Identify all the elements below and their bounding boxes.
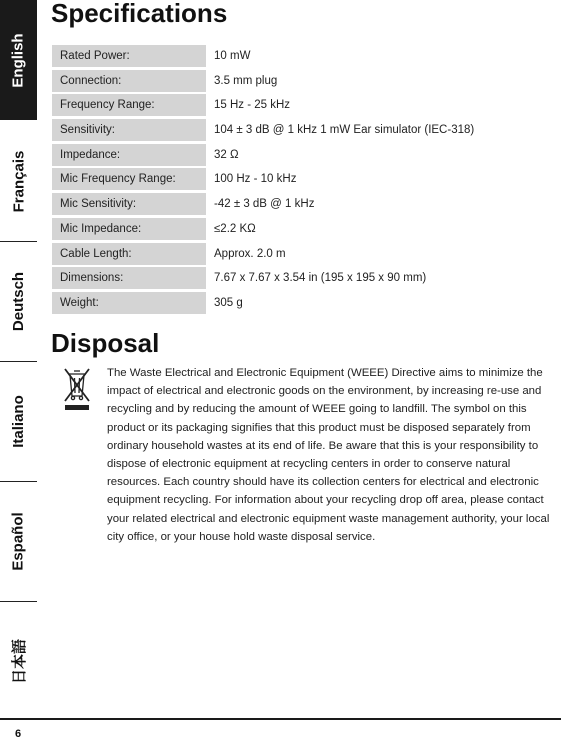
tab-italiano[interactable] <box>0 361 37 481</box>
spec-row-impedance <box>52 144 552 166</box>
page-number: 6 <box>15 728 22 740</box>
tab-english[interactable] <box>0 0 37 120</box>
spec-row-weight <box>52 292 552 314</box>
tab-english-label: English <box>10 32 28 88</box>
spec-row-mic-sensitivity <box>52 193 552 215</box>
spec-value: 32 Ω <box>214 148 239 161</box>
tab-espanol[interactable] <box>0 481 37 601</box>
spec-value: 3.5 mm plug <box>214 74 278 87</box>
tab-deutsch-label: Deutsch <box>10 271 27 331</box>
spec-value: -42 ± 3 dB @ 1 kHz <box>214 198 315 211</box>
spec-label: Connection: <box>52 70 206 92</box>
spec-row-rated-power <box>52 45 552 67</box>
spec-label: Frequency Range: <box>52 94 206 116</box>
spec-label: Sensitivity: <box>52 119 206 141</box>
spec-row-mic-frequency-range <box>52 168 552 190</box>
tab-deutsch[interactable] <box>0 241 37 361</box>
tab-francais[interactable] <box>0 121 37 241</box>
spec-label: Rated Power: <box>52 45 206 67</box>
spec-value: 104 ± 3 dB @ 1 kHz 1 mW Ear simulator (IEC-318) <box>214 124 475 137</box>
spec-label: Weight: <box>52 292 206 314</box>
spec-value: 10 mW <box>214 50 251 62</box>
tab-espanol-label: Español <box>10 511 28 571</box>
tab-japanese[interactable] <box>0 601 37 721</box>
spec-value: Approx. 2.0 m <box>214 247 286 260</box>
spec-row-mic-impedance <box>52 218 552 240</box>
spec-row-sensitivity <box>52 119 552 141</box>
spec-label: Dimensions: <box>52 267 206 289</box>
tab-japanese-label: 日本語 <box>11 638 29 684</box>
tab-italiano-label: Italiano <box>10 394 28 448</box>
spec-row-connection <box>52 70 552 92</box>
spec-label: Mic Frequency Range: <box>52 168 206 190</box>
spec-value: 305 g <box>214 296 243 309</box>
spec-label: Mic Sensitivity: <box>52 193 206 215</box>
spec-label: Impedance: <box>52 144 206 166</box>
spec-value: ≤2.2 KΩ <box>214 222 256 235</box>
spec-row-frequency-range <box>52 94 552 116</box>
disposal-title: Disposal <box>51 328 160 358</box>
spec-row-cable-length <box>52 243 552 265</box>
specifications-title: Specifications <box>51 0 228 28</box>
spec-value: 100 Hz - 10 kHz <box>214 173 297 186</box>
disposal-paragraph: The Waste Electrical and Electronic Equipment (WEEE) Directive aims to minimize the impact of electrical and electronic goods on the environment, by increasing re-use and recycling and by reducing the amount of WEEE going to landfill. The symbol on this product or its packaging signifies that this product must be disposed separately from ordinary household wastes at its end of life. Be aware that this is your responsibility to dispose of electronic equipment at recycling centers in order to conserve natural resources. Each country should have its collection centers for electrical and electronic equipment recycling. For information about your recycling drop off area, please contact your related electrical and electronic equipment waste management authority, your local city office, or your house hold waste disposal service. <box>107 367 550 543</box>
tab-francais-label: Français <box>10 150 28 212</box>
spec-value: 7.67 x 7.67 x 3.54 in (195 x 195 x 90 mm) <box>214 272 427 285</box>
spec-label: Cable Length: <box>52 243 206 265</box>
weee-crossed-bin-icon <box>62 366 92 412</box>
footer-rule <box>0 718 561 720</box>
spec-row-dimensions <box>52 267 552 289</box>
spec-value: 15 Hz - 25 kHz <box>214 99 291 112</box>
spec-label: Mic Impedance: <box>52 218 206 240</box>
language-tabs <box>0 0 37 720</box>
specifications-table <box>52 45 552 317</box>
